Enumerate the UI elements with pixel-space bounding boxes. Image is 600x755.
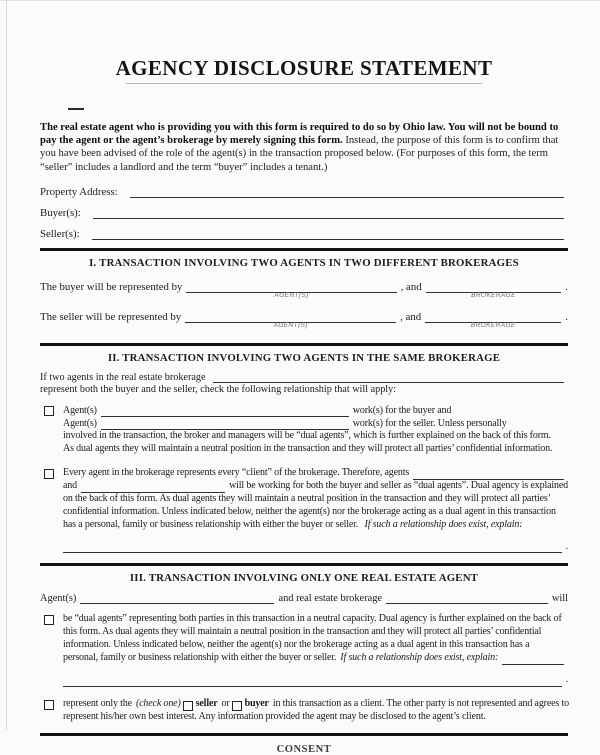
- stray-dash-mark: [68, 108, 84, 110]
- buyers-row: [40, 205, 568, 219]
- explain-input-line-start[interactable]: [502, 652, 564, 665]
- split-agency-body-line1: involved in the transaction, the broker and managers will be “dual agents”, which is further explained on the back of this form.: [63, 430, 551, 442]
- works-for-seller-text: work(s) for the seller. Unless personally: [352, 417, 507, 429]
- will-word: will: [551, 593, 568, 605]
- dual-all-body-line1: on the back of this form. As dual agents they will maintain a neutral position in the transaction and they will protect all parties’: [63, 493, 551, 504]
- checkbox-represent-one-party[interactable]: [44, 700, 54, 710]
- single-dual-explain-row: [63, 674, 568, 687]
- dual-all-body-line2: confidential information. Unless indicated below, neither the agent(s) nor the brokerage acting as a dual agent in this transaction: [63, 505, 556, 517]
- dual-all-explain-row: [63, 540, 568, 553]
- brokerage-caption: BROKERAGE: [471, 292, 516, 300]
- dual-all-line2: [63, 480, 568, 493]
- represent-one-line1: [63, 698, 568, 711]
- property-address-label: Property Address:: [40, 186, 118, 199]
- section-divider-2: [40, 343, 568, 346]
- split-agent-seller-line: [63, 417, 568, 430]
- check-one-italic: (check one): [135, 697, 181, 709]
- dual-agents-name-input-line-1[interactable]: [413, 467, 564, 480]
- checkbox-dual-agency-all[interactable]: [44, 469, 54, 479]
- dual-all-line1: [63, 467, 568, 480]
- line-period: .: [565, 540, 568, 552]
- brokerage-caption: BROKERAGE: [470, 322, 516, 330]
- single-dual-body-line2: this form. As dual agents they will maintain a neutral position in the transaction and they will protect all parties’ confidential: [63, 626, 542, 638]
- seller-agent-name-input-line[interactable]: [101, 417, 349, 430]
- checkbox-seller[interactable]: [183, 701, 193, 711]
- dual-all-text2: will be working for both the buyer and seller as “dual agents”. Dual agency is explained: [229, 480, 568, 492]
- dual-all-body-line3: [63, 519, 568, 532]
- explain-italic-text: If such a relationship does exist, explain:: [340, 651, 499, 663]
- relationship-instruction: represent both the buyer and the seller, check the following relationship that will apply:: [40, 384, 397, 396]
- works-for-buyer-text: work(s) for the buyer and: [352, 404, 452, 416]
- single-dual-body-line1: be “dual agents” representing both parties in this transaction in a neutral capacity. Dual agency is further explained on the back of: [63, 613, 562, 625]
- section1-heading: I. TRANSACTION INVOLVING TWO AGENTS IN TWO DIFFERENT BROKERAGES: [89, 257, 519, 270]
- checkbox-single-dual-agents[interactable]: [44, 615, 54, 625]
- single-brokerage-name-input-line[interactable]: [386, 591, 548, 604]
- option-single-dual-agents: [40, 613, 568, 686]
- buyer-represented-row: [40, 279, 568, 300]
- line-period: .: [565, 311, 568, 324]
- sellers-input-line[interactable]: [92, 227, 564, 240]
- client-text: in this transaction as a client. The other party is not represented and agrees to: [272, 697, 570, 709]
- consent-heading: CONSENT: [276, 744, 332, 755]
- checkbox-buyer[interactable]: [232, 701, 242, 711]
- buyer-bold-word: buyer: [244, 697, 269, 709]
- two-agents-brokerage-prefix: If two agents in the real estate brokerage: [40, 372, 206, 384]
- seller-represented-row: [40, 309, 568, 330]
- and-connector: , and: [400, 311, 422, 324]
- buyer-agents-input-line[interactable]: [186, 280, 396, 300]
- agents-caption: AGENT(S): [273, 322, 308, 330]
- page-left-edge: [6, 0, 7, 730]
- section2-heading: II. TRANSACTION INVOLVING TWO AGENTS IN THE SAME BROKERAGE: [107, 352, 501, 365]
- dual-agents-name-input-line-2[interactable]: [81, 480, 225, 493]
- agent-label: Agent(s): [40, 593, 77, 605]
- and-connector: , and: [400, 281, 422, 294]
- split-agent-buyer-line: [63, 404, 568, 417]
- represent-one-line2: represent his/her own best interest. Any information provided the agent may be disclosed to the agent’s client.: [63, 710, 486, 722]
- title-underline: [126, 83, 482, 84]
- buyer-brokerage-input-line[interactable]: [426, 280, 562, 300]
- explain-input-line-continued[interactable]: [63, 674, 562, 687]
- explain-italic-text: If such a relationship does exist, explain:: [364, 518, 523, 530]
- and-word: and: [63, 480, 77, 492]
- seller-brokerage-input-line[interactable]: [425, 310, 561, 330]
- checkbox-split-agency[interactable]: [44, 406, 54, 416]
- dual-all-text1: Every agent in the brokerage represents every “client” of the brokerage. Therefore, agents: [63, 467, 410, 479]
- buyers-label: Buyer(s):: [40, 207, 81, 220]
- relationship-explain-input-line[interactable]: [63, 540, 562, 553]
- line-period: .: [565, 281, 568, 294]
- agents-caption: AGENT(S): [274, 292, 309, 300]
- property-address-input-line[interactable]: [130, 185, 564, 198]
- section-divider-4: [40, 733, 568, 736]
- option-represent-one-party: [40, 698, 568, 724]
- single-dual-body-line3: information. Unless indicated below, neither the agent(s) nor the brokerage acting as a dual agent in this transaction has a: [63, 638, 530, 650]
- buyers-input-line[interactable]: [93, 206, 564, 219]
- single-agent-row: [40, 590, 568, 604]
- single-dual-body-line4: [63, 652, 568, 665]
- buyer-represented-prefix: The buyer will be represented by: [40, 281, 183, 294]
- agent-label: Agent(s): [63, 404, 97, 416]
- sellers-label: Seller(s):: [40, 228, 80, 241]
- sellers-row: [40, 226, 568, 240]
- section-divider-1: [40, 248, 568, 251]
- brokerage-name-input-line[interactable]: [213, 370, 564, 383]
- two-agents-brokerage-row: [40, 369, 568, 383]
- option-split-agency: [40, 404, 568, 456]
- section-divider-3: [40, 563, 568, 566]
- buyer-agent-name-input-line[interactable]: [101, 404, 349, 417]
- line-period: .: [565, 673, 568, 685]
- single-agent-name-input-line[interactable]: [80, 591, 274, 604]
- or-word: or: [221, 697, 230, 709]
- and-brokerage-text: and real estate brokerage: [278, 593, 383, 605]
- document-title: AGENCY DISCLOSURE STATEMENT: [115, 56, 493, 80]
- seller-bold-word: seller: [195, 697, 218, 709]
- intro-paragraph: [40, 121, 568, 174]
- intro-normal-text: Instead, the purpose of this form is to confirm that you have been advised of the role of the agent(s) in the transaction proposed below. (For purposes of this form, the term “seller” includes a landlord and the term “buyer” includes a tenant.): [40, 135, 559, 173]
- split-agency-body-line2: As dual agents they will maintain a neutral position in the transaction and they will protect all parties’ confidential information.: [63, 443, 553, 455]
- relationship-text: personal, family or business relationship with either the buyer or seller.: [63, 651, 337, 663]
- section3-heading: III. TRANSACTION INVOLVING ONLY ONE REAL ESTATE AGENT: [129, 572, 479, 585]
- option-dual-agency-all: [40, 467, 568, 553]
- document-page: [40, 0, 568, 755]
- property-address-row: [40, 184, 568, 198]
- relationship-text: has a personal, family or business relationship with either the buyer or seller.: [63, 518, 359, 530]
- seller-agents-input-line[interactable]: [185, 310, 396, 330]
- seller-represented-prefix: The seller will be represented by: [40, 311, 182, 324]
- represent-only-text: represent only the: [63, 697, 132, 709]
- agent-label: Agent(s): [63, 417, 97, 429]
- intro-bold-text: The real estate agent who is providing you with this form is required to do so by Ohio law. You will not be bound to pay the agent or the agent’s brokerage by merely signing this form.: [40, 122, 559, 147]
